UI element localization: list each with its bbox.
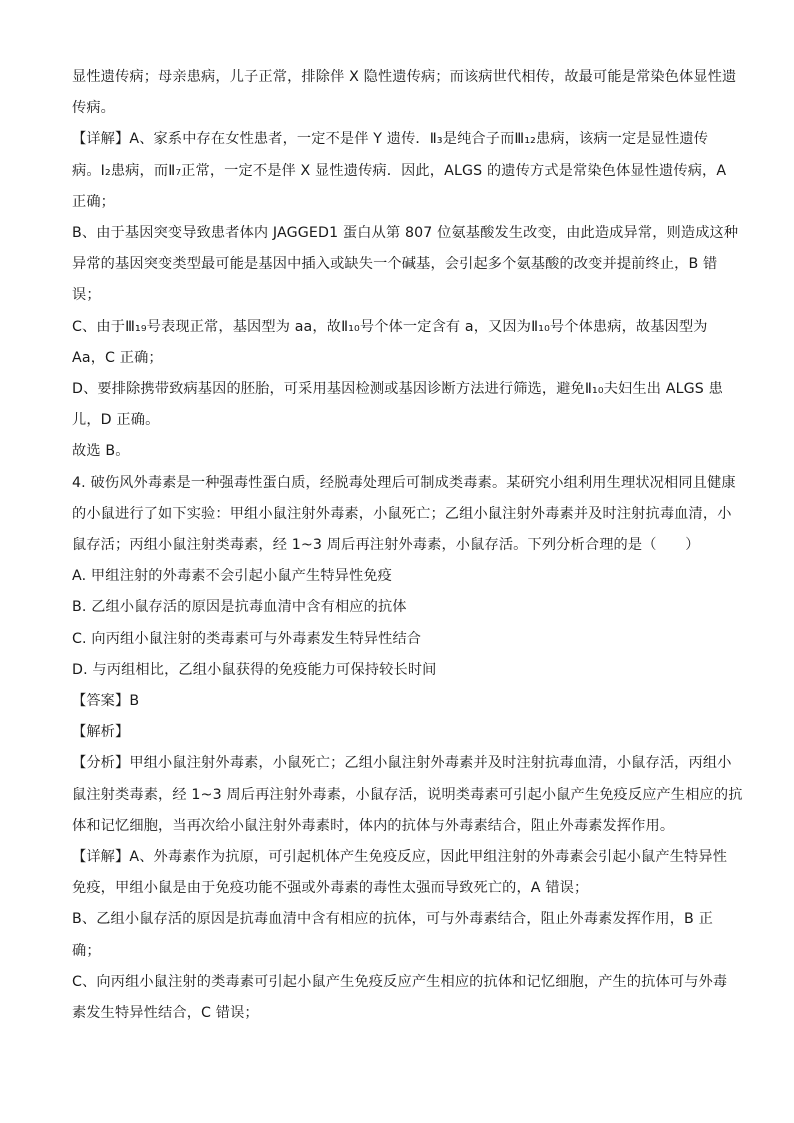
text-line: C、向丙组小鼠注射的类毒素可引起小鼠产生免疫反应产生相应的抗体和记忆细胞，产生的抗体可与外毒 xyxy=(72,973,728,990)
text-line: 异常的基因突变类型最可能是基因中插入或缺失一个碱基，会引起多个氨基酸的改变并提前终止，B 错 xyxy=(72,256,718,273)
text-line: 正确； xyxy=(72,193,116,210)
option-c: C. 向丙组小鼠注射的类毒素可与外毒素发生特异性结合 xyxy=(72,630,422,647)
question-stem: 鼠存活；丙组小鼠注射类毒素，经 1~3 周后再注射外毒素，小鼠存活。下列分析合理的是（ ） xyxy=(72,537,700,554)
text-line: B、乙组小鼠存活的原因是抗毒血清中含有相应的抗体，可与外毒素结合，阻止外毒素发挥作用，B 正 xyxy=(72,911,713,928)
text-line: 素发生特异性结合，C 错误； xyxy=(72,1005,259,1022)
text-line: 病。I₂患病，而Ⅱ₇正常，一定不是伴 X 显性遗传病．因此，ALGS 的遗传方式是常染色体显性遗传病，A xyxy=(72,162,727,179)
question-stem: 的小鼠进行了如下实验：甲组小鼠注射外毒素，小鼠死亡；乙组小鼠注射外毒素并及时注射抗毒血清，小 xyxy=(72,505,732,522)
text-line: 故选 B。 xyxy=(72,443,130,460)
question-stem: 4. 破伤风外毒素是一种强毒性蛋白质，经脱毒处理后可制成类毒素。某研究小组利用生理状况相同且健康 xyxy=(72,474,736,491)
text-line: B、由于基因突变导致患者体内 JAGGED1 蛋白从第 807 位氨基酸发生改变，由此造成异常，则造成这种 xyxy=(72,225,739,242)
document-body xyxy=(72,62,743,1029)
text-line: 显性遗传病；母亲患病，儿子正常，排除伴 X 隐性遗传病；而该病世代相传，故最可能是常染色体显性遗 xyxy=(72,69,737,85)
text-line: Aa，C 正确； xyxy=(72,349,163,366)
text-line: D、要排除携带致病基因的胚胎，可采用基因检测或基因诊断方法进行筛选，避免Ⅱ₁₀夫妇生出 ALGS 患 xyxy=(72,381,723,398)
text-line: 体和记忆细胞，当再次给小鼠注射外毒素时，体内的抗体与外毒素结合，阻止外毒素发挥作用。 xyxy=(72,817,675,834)
text-line: 儿，D 正确。 xyxy=(72,412,160,429)
text-line: 误； xyxy=(72,287,101,304)
option-a: A. 甲组注射的外毒素不会引起小鼠产生特异性免疫 xyxy=(72,568,393,585)
text-line: 鼠注射类毒素，经 1~3 周后再注射外毒素，小鼠存活，说明类毒素可引起小鼠产生免疫反应产生相应的抗 xyxy=(72,786,743,803)
answer-label: 【答案】B xyxy=(72,693,140,710)
text-line: 确； xyxy=(72,942,101,959)
text-line: 【详解】A、外毒素作为抗原，可引起机体产生免疫反应，因此甲组注射的外毒素会引起小鼠产生特异性 xyxy=(72,849,728,866)
option-d: D. 与丙组相比，乙组小鼠获得的免疫能力可保持较长时间 xyxy=(72,661,437,678)
text-line: 【分析】甲组小鼠注射外毒素，小鼠死亡；乙组小鼠注射外毒素并及时注射抗毒血清，小鼠存活，丙组小 xyxy=(72,755,732,772)
text-line: 传病。 xyxy=(72,100,116,117)
analysis-label: 【解析】 xyxy=(72,724,130,741)
text-line: 免疫，甲组小鼠是由于免疫功能不强或外毒素的毒性太强而导致死亡的，A 错误； xyxy=(72,880,589,897)
option-b: B. 乙组小鼠存活的原因是抗毒血清中含有相应的抗体 xyxy=(72,599,407,616)
text-line: C、由于Ⅲ₁₉号表现正常，基因型为 aa，故Ⅱ₁₀号个体一定含有 a，又因为Ⅱ₁₀号个体患病，故基因型为 xyxy=(72,318,708,335)
text-line: 【详解】A、家系中存在女性患者，一定不是伴 Y 遗传．Ⅱ₃是纯合子而Ⅲ₁₂患病，该病一定是显性遗传 xyxy=(72,131,709,148)
